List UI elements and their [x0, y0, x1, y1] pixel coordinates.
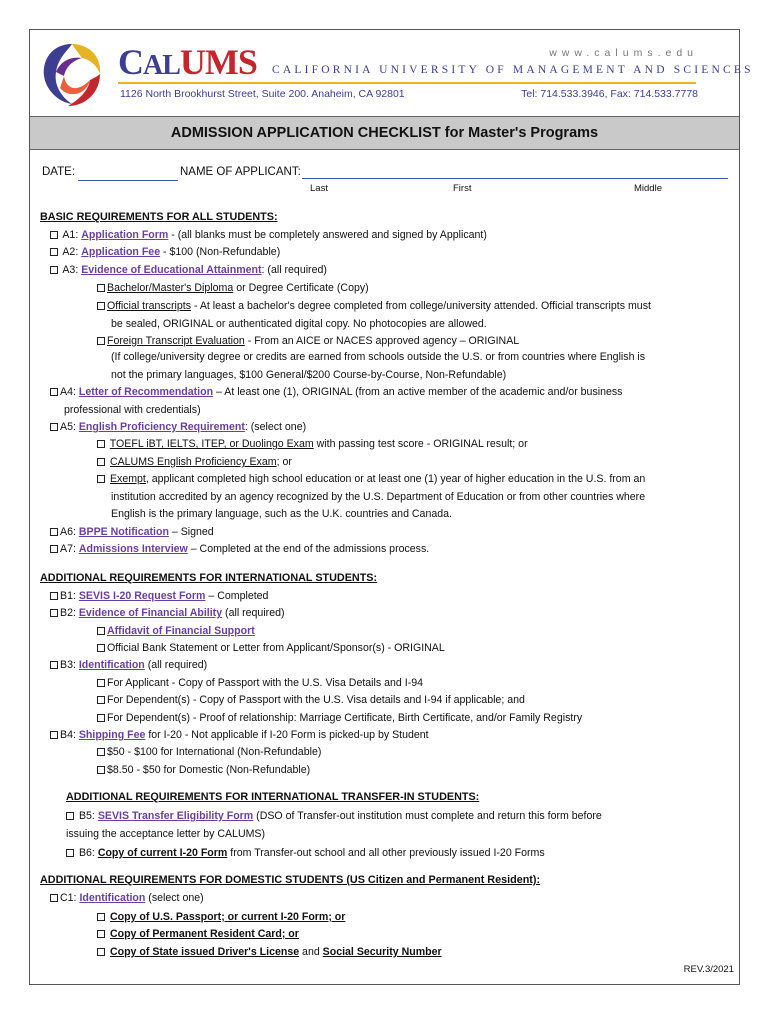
list-item-b2-affidavit	[97, 625, 255, 637]
domestic-identification-link[interactable]: Identification	[79, 892, 146, 904]
list-item-b4-domestic: $8.50 - $50 for Domestic (Non-Refundable)	[97, 764, 310, 776]
checkbox-c1[interactable]	[50, 894, 58, 902]
checkbox-a1[interactable]	[50, 231, 58, 239]
calums-logo-icon	[38, 38, 106, 110]
list-item-b2: B2: Evidence of Financial Ability (all required)	[50, 607, 285, 619]
last-name-caption: Last	[310, 183, 328, 194]
first-name-caption: First	[453, 183, 472, 194]
list-item-a1: A1: Application Form - (all blanks must be completely answered and signed by Applicant)	[50, 229, 487, 241]
transcripts-line2: be sealed, ORIGINAL or authenticated digital copy. No photocopies are allowed.	[111, 318, 487, 330]
foreign-eval-line2: (If college/university degree or credits are earned from schools outside the U.S. or from countries where English is	[111, 351, 646, 363]
brand-wordmark: CALUMS	[118, 42, 257, 82]
list-item-a5-calums-exam: CALUMS English Proficiency Exam; or	[97, 456, 292, 468]
middle-name-caption: Middle	[634, 183, 662, 194]
domestic-requirements-heading: ADDITIONAL REQUIREMENTS FOR DOMESTIC STUDENTS (US Citizen and Permanent Resident):	[40, 874, 541, 886]
list-item-b4: B4: Shipping Fee for I-20 - Not applicable if I-20 Form is picked-up by Student	[50, 729, 429, 741]
a4-line2: professional with credentials)	[64, 404, 201, 416]
list-item-a2: A2: Application Fee - $100 (Non-Refundable)	[50, 246, 280, 258]
list-item-a5: A5: English Proficiency Requirement: (select one)	[50, 421, 306, 433]
checkbox-b4-domestic[interactable]	[97, 766, 105, 774]
checkbox-a7[interactable]	[50, 545, 58, 553]
checkbox-a3-transcripts[interactable]	[97, 302, 105, 310]
checkbox-a3[interactable]	[50, 266, 58, 274]
sevis-request-form-link[interactable]: SEVIS I-20 Request Form	[78, 590, 206, 602]
checkbox-b5[interactable]	[66, 812, 74, 820]
foreign-eval-line3: not the primary languages, $100 General/$200 Course-by-Course, Non-Refundable)	[111, 369, 507, 381]
list-item-b6: B6: Copy of current I-20 Form from Transfer-out school and all other previously issued I-20 Forms	[66, 847, 545, 859]
identification-link[interactable]: Identification	[78, 659, 145, 671]
exempt-line3: English is the primary language, such as the U.K. countries and Canada.	[111, 508, 452, 520]
list-item-a5-exempt: Exempt, applicant completed high school education or at least one (1) year of higher education in the U.S. from an	[97, 473, 645, 485]
checkbox-b3-applicant[interactable]	[97, 679, 105, 687]
applicant-name-label: NAME OF APPLICANT:	[180, 166, 301, 178]
website: www.calums.edu	[549, 47, 698, 59]
application-form-link[interactable]: Application Form	[81, 229, 169, 241]
phone-fax: Tel: 714.533.3946, Fax: 714.533.7778	[521, 88, 698, 100]
list-item-a3-foreign-eval: Foreign Transcript Evaluation - From an AICE or NACES approved agency – ORIGINAL	[97, 335, 519, 347]
list-item-a6: A6: BPPE Notification – Signed	[50, 526, 214, 538]
application-fee-link[interactable]: Application Fee	[81, 246, 161, 258]
checkbox-c1-passport[interactable]	[97, 913, 105, 921]
sevis-transfer-form-link[interactable]: SEVIS Transfer Eligibility Form	[97, 810, 254, 822]
list-item-b5: B5: SEVIS Transfer Eligibility Form (DSO of Transfer-out institution must complete and return this form before	[66, 810, 602, 822]
checkbox-b3-dependent-proof[interactable]	[97, 714, 105, 722]
checkbox-b4[interactable]	[50, 731, 58, 739]
list-item-c1-resident-card: Copy of Permanent Resident Card; or	[97, 928, 299, 940]
list-item-c1: C1: Identification (select one)	[50, 892, 204, 904]
list-item-b2-bank-statement: Official Bank Statement or Letter from Applicant/Sponsor(s) - ORIGINAL	[97, 642, 445, 654]
exempt-line2: institution accredited by an agency recognized by the U.S. Department of Education or from other countries where	[111, 491, 646, 503]
checkbox-c1-drivers-license[interactable]	[97, 948, 105, 956]
transfer-requirements-heading: ADDITIONAL REQUIREMENTS FOR INTERNATIONAL TRANSFER-IN STUDENTS:	[66, 791, 480, 803]
checkbox-b1[interactable]	[50, 592, 58, 600]
list-item-b3: B3: Identification (all required)	[50, 659, 207, 671]
list-item-b4-international: $50 - $100 for International (Non-Refundable)	[97, 746, 321, 758]
letter-of-recommendation-link[interactable]: Letter of Recommendation	[78, 386, 214, 398]
checkbox-a5-exempt[interactable]	[97, 475, 105, 483]
document-title: ADMISSION APPLICATION CHECKLIST for Master's Programs	[30, 116, 739, 150]
list-item-b1: B1: SEVIS I-20 Request Form – Completed	[50, 590, 268, 602]
list-item-a5-toefl: TOEFL iBT, IELTS, ITEP, or Duolingo Exam with passing test score - ORIGINAL result; or	[97, 438, 528, 450]
checkbox-b6[interactable]	[66, 849, 74, 857]
checkbox-a3-foreign-eval[interactable]	[97, 337, 105, 345]
list-item-b3-applicant: For Applicant - Copy of Passport with the U.S. Visa Details and I-94	[97, 677, 423, 689]
list-item-a3: A3: Evidence of Educational Attainment: (all required)	[50, 264, 327, 276]
header-divider	[118, 82, 696, 84]
list-item-a4: A4: Letter of Recommendation – At least one (1), ORIGINAL (from an active member of the academic and/or business	[50, 386, 622, 398]
checkbox-c1-resident-card[interactable]	[97, 930, 105, 938]
checkbox-b2[interactable]	[50, 609, 58, 617]
list-item-c1-drivers-license: Copy of State issued Driver's License and Social Security Number	[97, 946, 442, 958]
admissions-interview-link[interactable]: Admissions Interview	[78, 543, 188, 555]
date-field[interactable]	[78, 180, 178, 181]
shipping-fee-link[interactable]: Shipping Fee	[78, 729, 146, 741]
checkbox-a5[interactable]	[50, 423, 58, 431]
checkbox-a6[interactable]	[50, 528, 58, 536]
page-frame	[29, 29, 740, 985]
financial-ability-link[interactable]: Evidence of Financial Ability	[78, 607, 223, 619]
date-label: DATE:	[42, 166, 76, 178]
checkbox-b2-bank-statement[interactable]	[97, 644, 105, 652]
list-item-b3-dependent-proof: For Dependent(s) - Proof of relationship: Marriage Certificate, Birth Certificate, and/or Family Registry	[97, 712, 582, 724]
checkbox-b4-international[interactable]	[97, 748, 105, 756]
list-item-a3-transcripts: Official transcripts - At least a bachelor's degree completed from college/university attended. Official transcripts must	[97, 300, 651, 312]
checkbox-a5-toefl[interactable]	[97, 440, 105, 448]
checkbox-a5-calums-exam[interactable]	[97, 458, 105, 466]
applicant-name-field[interactable]	[302, 178, 728, 179]
checkbox-a4[interactable]	[50, 388, 58, 396]
english-proficiency-link[interactable]: English Proficiency Requirement	[78, 421, 245, 433]
checkbox-b3[interactable]	[50, 661, 58, 669]
list-item-a3-diploma: Bachelor/Master's Diploma or Degree Certificate (Copy)	[97, 282, 369, 294]
affidavit-link[interactable]: Affidavit of Financial Support	[107, 625, 255, 637]
address: 1126 North Brookhurst Street, Suite 200. Anaheim, CA 92801	[120, 88, 405, 100]
checkbox-a3-diploma[interactable]	[97, 284, 105, 292]
bppe-notification-link[interactable]: BPPE Notification	[78, 526, 169, 538]
list-item-a7: A7: Admissions Interview – Completed at the end of the admissions process.	[50, 543, 429, 555]
checkbox-b2-affidavit[interactable]	[97, 627, 105, 635]
list-item-b3-dependent-passport: For Dependent(s) - Copy of Passport with the U.S. Visa details and I-94 if applicable; and	[97, 694, 525, 706]
checkbox-b3-dependent-passport[interactable]	[97, 696, 105, 704]
list-item-c1-passport: Copy of U.S. Passport; or current I-20 Form; or	[97, 911, 345, 923]
checkbox-a2[interactable]	[50, 248, 58, 256]
educational-attainment-link[interactable]: Evidence of Educational Attainment	[81, 264, 262, 276]
university-name: CALIFORNIA UNIVERSITY OF MANAGEMENT AND SCIENCES	[272, 64, 754, 76]
b5-line2: issuing the acceptance letter by CALUMS)	[66, 828, 266, 840]
revision-label: REV.3/2021	[683, 964, 734, 975]
basic-requirements-heading: BASIC REQUIREMENTS FOR ALL STUDENTS:	[40, 211, 278, 223]
international-requirements-heading: ADDITIONAL REQUIREMENTS FOR INTERNATIONAL STUDENTS:	[40, 572, 378, 584]
